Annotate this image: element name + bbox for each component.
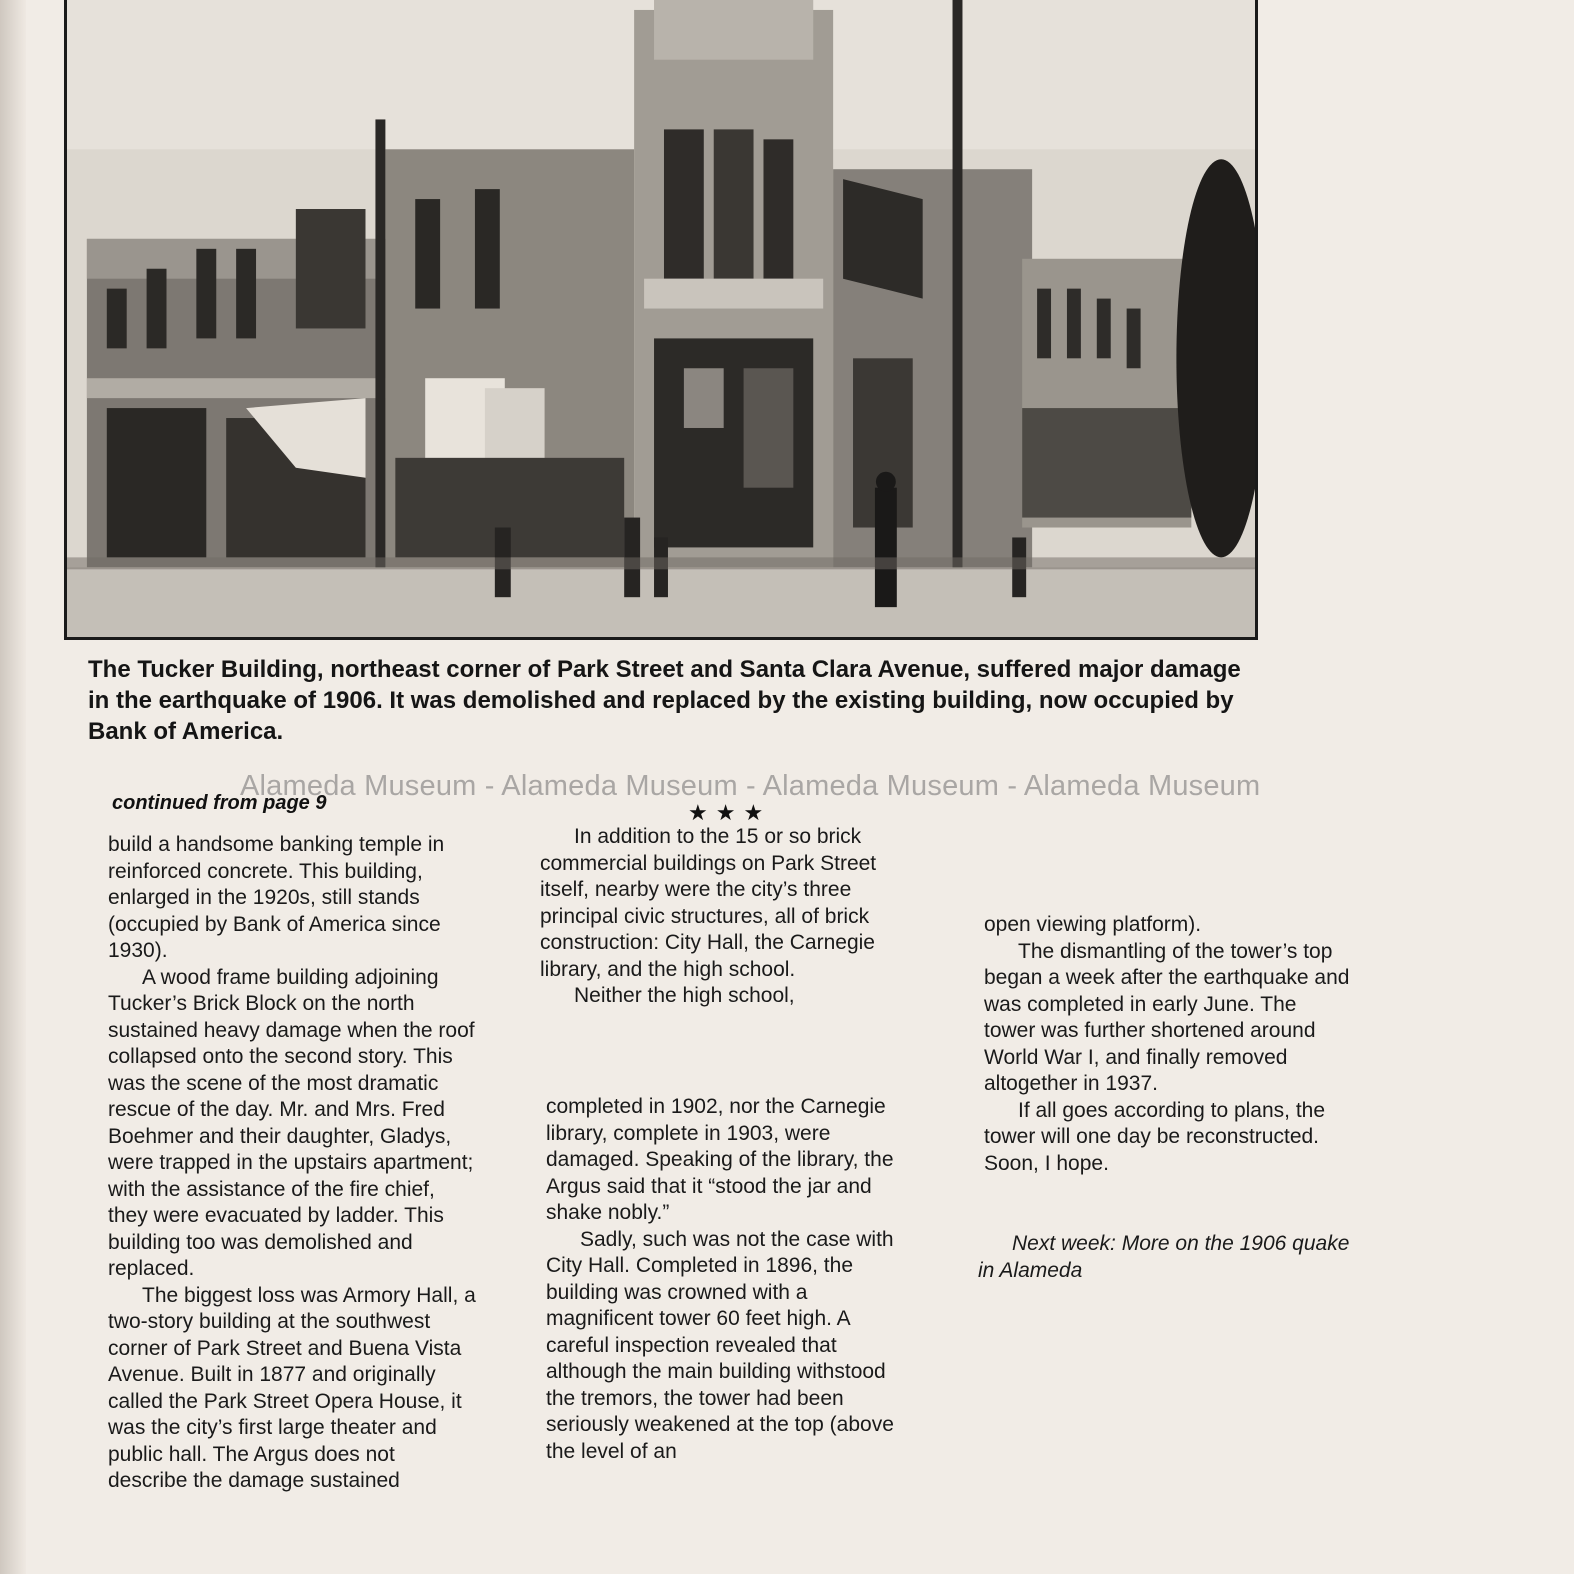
tucker-building-photo [64,0,1258,640]
paragraph: The biggest loss was Armory Hall, a two-story building at the southwest corner of Park Street and Buena Vista Avenue. Built in 1877 and originally called the Park Street Opera House, it was the city’s first large theater and public hall. The Argus does not describe the damage sustained [108,1283,476,1492]
photo-caption: The Tucker Building, northeast corner of Park Street and Santa Clara Avenue, suffered major damage in the earthquake of 1906. It was demolished and replaced by the existing building, now occupied by Bank of America. [88,656,1241,745]
paragraph: Sadly, such was not the case with City Hall. Completed in 1896, the building was crowned with a magnificent tower 60 feet high. A careful inspection revealed that although the main building withstood the tremors, the tower had been seriously weakened at the top (above the level of an [546,1227,894,1463]
paragraph: build a handsome banking temple in reinforced concrete. This building, enlarged in the 1920s, still stands (occupied by Bank of America since 1930). [108,833,445,962]
paragraph: In addition to the 15 or so brick commercial buildings on Park Street itself, nearby were the city’s three principal civic structures, all of brick construction: City Hall, the Carnegie library, and the high school. [540,825,877,981]
section-divider-stars: ★★★ [688,800,772,825]
watermark: Alameda Museum - Alameda Museum - Alameda Museum - Alameda Museum [240,770,1261,802]
historic-building-photo-icon [67,0,1255,637]
column-3 [984,912,1350,1177]
paragraph: The dismantling of the tower’s top began a week after the earthquake and was completed in early June. The tower was further shortened around World War I, and finally removed altogether in 1937. [984,939,1350,1095]
column-2-top [540,824,880,1010]
page-edge-shadow [0,0,26,1574]
column-2-bottom [546,1094,910,1465]
next-week-note: Next week: More on the 1906 quake in Alameda [978,1232,1350,1282]
paragraph: A wood frame building adjoining Tucker’s Brick Block on the north sustained heavy damage when the roof collapsed onto the second story. This was the scene of the most dramatic rescue of the day. Mr. and Mrs. Fred Boehmer and their daughter, Gladys, were trapped in the upstairs apartment; with the assistance of the fire chief, they were evacuated by ladder. This building too was demolished and replaced. [108,965,475,1280]
paragraph: If all goes according to plans, the tower will one day be reconstructed. Soon, I hope. [984,1098,1326,1175]
paragraph: completed in 1902, nor the Carnegie library, complete in 1903, were damaged. Speaking of the library, the Argus said that it “stood the jar and shake nobly.” [546,1095,894,1224]
column-1 [108,832,476,1495]
paragraph: open viewing platform). [984,913,1202,936]
paragraph: Neither the high school, [574,984,795,1007]
continued-label: continued from page 9 [112,792,327,814]
